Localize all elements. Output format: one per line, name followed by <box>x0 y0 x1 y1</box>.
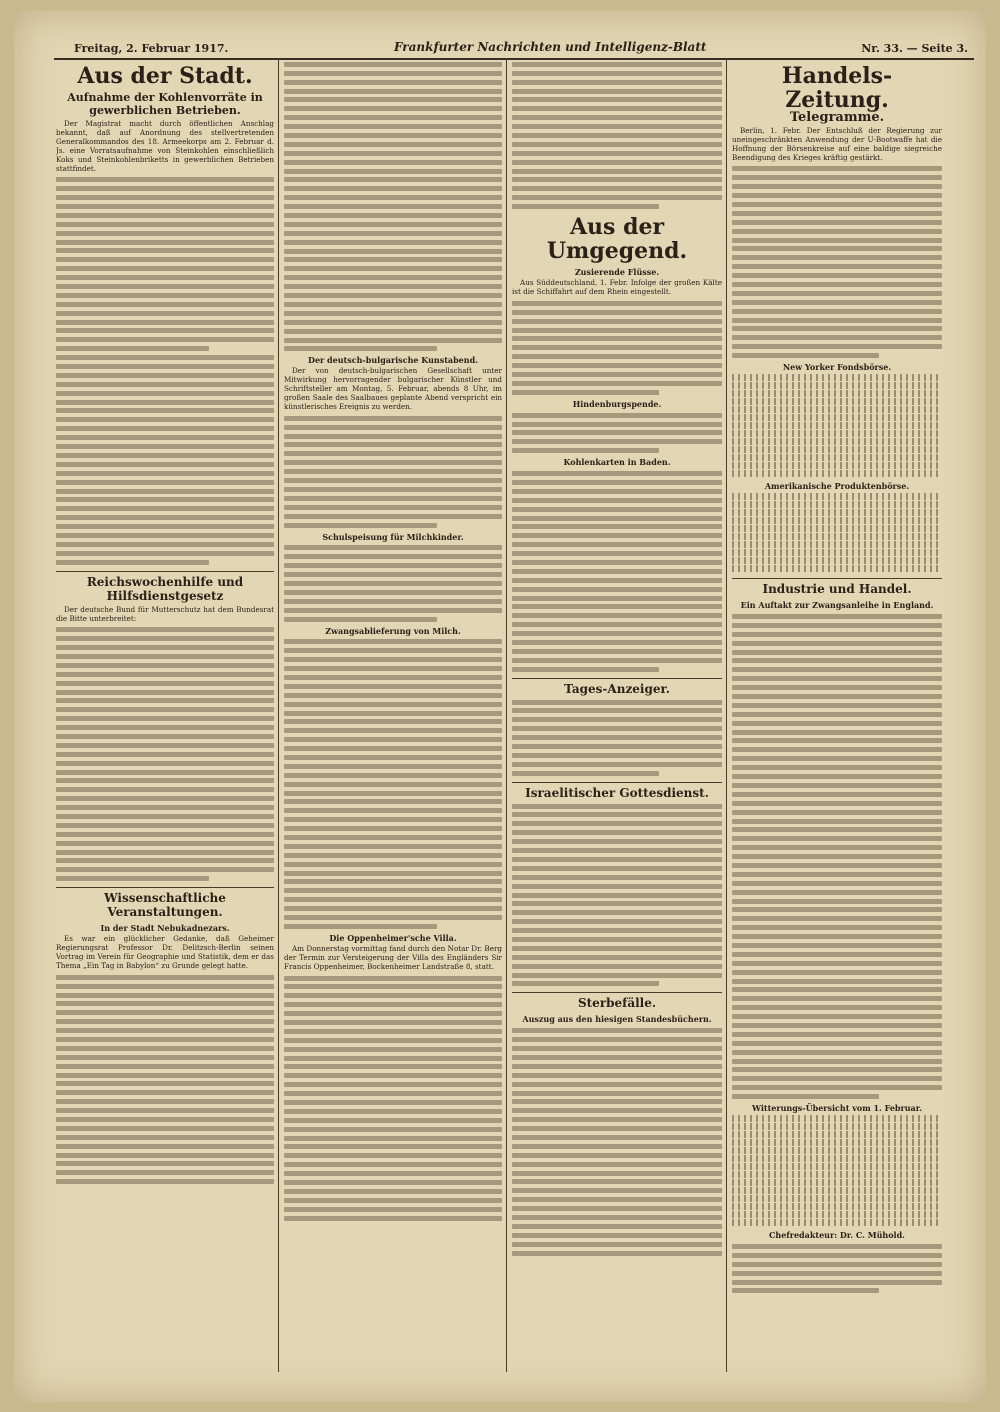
column-rule <box>726 58 727 1372</box>
text-block <box>732 614 942 1099</box>
column-4 <box>732 58 942 1372</box>
article-text: Berlin, 1. Febr. Der Entschluß der Regierung zur uneingeschränkten Anwendung der U-Bootwaffe hat die Hoffnung der Börsenkreise auf eine baldige siegreiche Beendigung des Krieges kräftig gestärkt. <box>732 125 942 162</box>
text-block <box>284 416 502 528</box>
article-text: Der von deutsch-bulgarischen Gesellschaft unter Mitwirkung hervorragender bulgarischer Künstler und Schriftsteller am Montag, 5. Februar, abends 8 Uhr, im großen Saale des Saalbaues geplante Abend verspricht ein künstlerisches Ereignis zu werden. <box>284 366 502 412</box>
table-heading-fondsboerse: New Yorker Fondsbörse. <box>782 362 892 373</box>
text-block <box>284 545 502 621</box>
article-heading-kunstabend: Der deutsch-bulgarische Kunstabend. <box>308 355 478 366</box>
article-heading-kohlenkarten: Kohlenkarten in Baden. <box>563 457 671 468</box>
article-subheading: Auszug aus den hiesigen Standesbüchern. <box>522 1014 712 1025</box>
text-block <box>56 975 274 1184</box>
telegramme-heading: Telegramme. <box>789 110 885 125</box>
table-heading-produktenboerse: Amerikanische Produktenbörse. <box>764 481 910 492</box>
weather-table <box>732 1115 942 1226</box>
article-heading-industrie: Industrie und Handel. <box>732 578 942 596</box>
text-block <box>732 1244 942 1293</box>
article-heading-gottesdienst: Israelitischer Gottesdienst. <box>512 782 722 800</box>
text-block <box>512 62 722 209</box>
article-heading-hindenburg: Hindenburgspende. <box>572 398 662 409</box>
text-block <box>512 413 722 454</box>
article-heading-fluesse: Zusierende Flüsse. <box>574 267 660 278</box>
article-heading-milch: Zwangsablieferung von Milch. <box>325 625 461 636</box>
article-subheading: In der Stadt Nebukadnezars. <box>100 923 230 934</box>
issue-date: Freitag, 2. Februar 1917. <box>74 42 229 55</box>
text-block <box>284 639 502 929</box>
text-block <box>512 1028 722 1255</box>
text-block <box>512 700 722 776</box>
article-text: Aus Süddeutschland, 1. Febr. Infolge der großen Kälte ist die Schiffahrt auf dem Rhein eingestellt. <box>512 278 722 297</box>
column-rule <box>506 58 507 1372</box>
text-block <box>56 627 274 881</box>
article-heading-schulspeisung: Schulspeisung für Milchkinder. <box>322 531 464 542</box>
text-block <box>512 471 722 672</box>
article-subheading: Ein Auftakt zur Zwangsanleihe in England. <box>740 600 934 611</box>
column-rule <box>278 58 279 1372</box>
table-heading-witterung: Witterungs-Übersicht vom 1. Februar. <box>752 1103 922 1114</box>
article-heading-kohlen: Aufnahme der Kohlenvorräte in gewerblichen Betrieben. <box>67 91 263 117</box>
text-block <box>512 301 722 395</box>
masthead: Frankfurter Nachrichten und Intelligenz-Blatt <box>394 40 707 54</box>
text-block <box>284 976 502 1221</box>
article-text: Der Magistrat macht durch öffentlichen Anschlag bekannt, daß auf Anordnung des stellvertretenden Generalkommandos des 18. Armeekorps am 2. Februar d. Js. eine Vorratsaufnahme von Steinkohlen einschließlich Koks und Steinkohlenbriketts in gewerblichen Betrieben stattfindet. <box>56 119 274 173</box>
text-block <box>56 177 274 564</box>
article-heading-wochenhilfe: Reichswochenhilfe und Hilfsdienstgesetz <box>56 571 274 603</box>
section-title-umgegend: Aus der Umgegend. <box>546 214 688 265</box>
column-3 <box>512 58 722 1372</box>
article-text: Es war ein glücklicher Gedanke, daß Geheimer Regierungsrat Professor Dr. Delitzsch-Berlin seinen Vortrag im Verein für Geographie und Statistik, dem er das Thema „Ein Tag in Babylon“ zu Grunde gelegt hatte. <box>56 934 274 970</box>
article-heading-wissenschaft: Wissenschaftliche Veranstaltungen. <box>56 887 274 919</box>
page-header <box>54 36 974 60</box>
column-1 <box>56 58 274 1372</box>
article-heading-tagesanzeiger: Tages-Anzeiger. <box>512 678 722 696</box>
article-heading-sterbefaelle: Sterbefälle. <box>512 992 722 1010</box>
column-2 <box>284 58 502 1372</box>
text-block <box>512 804 722 987</box>
text-block <box>732 166 942 358</box>
quote-table <box>732 374 942 477</box>
article-text: Der deutsche Bund für Mutterschutz hat dem Bundesrat die Bitte unterbreitet: <box>56 604 274 623</box>
imprint: Chefredakteur: Dr. C. Mühold. <box>769 1230 905 1241</box>
quote-table <box>732 493 942 572</box>
section-title-stadt: Aus der Stadt. <box>77 63 253 89</box>
page-number: Nr. 33. — Seite 3. <box>861 42 968 55</box>
article-heading-villa: Die Oppenheimer'sche Villa. <box>329 932 457 943</box>
text-block <box>284 62 502 352</box>
section-title-handel: Handels-Zeitung. <box>781 63 893 113</box>
article-text: Am Donnerstag vormittag fand durch den Notar Dr. Berg der Termin zur Versteigerung der Villa des Engländers Sir Francis Oppenheimer, Bockenheimer Landstraße 8, statt. <box>284 943 502 971</box>
